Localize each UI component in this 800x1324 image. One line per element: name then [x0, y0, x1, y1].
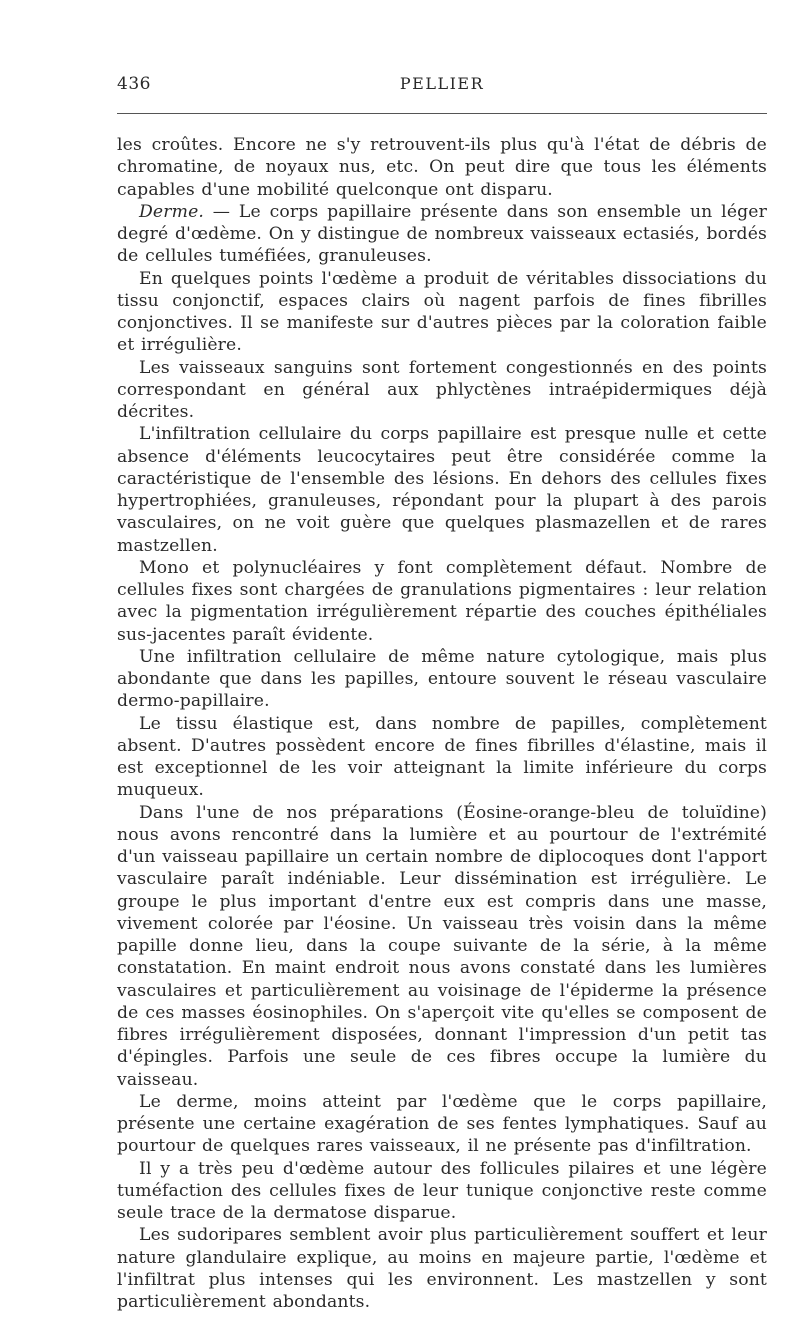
header-rule: [117, 113, 767, 114]
paragraph-text: Dans l'une de nos préparations (Éosine-orange-bleu de toluïdine) nous avons rencontré dans la lumière et au pourtour de l'extrémité d'un vaisseau papillaire un certain nombre de diplocoques dont l'apport vasculaire paraît indéniable. Leur dissémination est irrégulière. Le groupe le plus important d'entre eux est compris dans une masse, vivement colorée par l'éosine. Un vaisseau très voisin dans la même papille donne lieu, dans la coupe suivante de la série, à la même constatation. En maint endroit nous avons constaté dans les lumières vasculaires et particulièrement au voisinage de l'épiderme la présence de ces masses éosinophiles. On s'aperçoit vite qu'elles se composent de fibres irrégulièrement disposées, donnant l'impression d'un petit tas d'épingles. Parfois une seule de ces fibres occupe la lumière du vaisseau.: [117, 802, 767, 1090]
paragraph-text: Mono et polynucléaires y font complètement défaut. Nombre de cellules fixes sont chargées de granulations pigmentaires : leur relation avec la pigmentation irrégulièrement répartie des couches épithéliales sus-jacentes paraît évidente.: [117, 557, 767, 645]
paragraph-text: les croûtes. Encore ne s'y retrouvent-ils plus qu'à l'état de débris de chromatine, de noyaux nus, etc. On peut dire que tous les éléments capables d'une mobilité quelconque ont disparu.: [117, 135, 767, 200]
paragraph: [117, 1091, 767, 1158]
paragraph-text: Les sudoripares semblent avoir plus particulièrement souffert et leur nature glandulaire explique, au moins en majeure partie, l'œdème et l'infiltrat plus intenses qui les environnent. Les mastzellen y sont particulièrement abondants.: [117, 1225, 767, 1312]
paragraph: [117, 268, 767, 357]
paragraph: [117, 423, 767, 557]
paragraph-text: En quelques points l'œdème a produit de véritables dissociations du tissu conjonctif, espaces clairs où nagent parfois de fines fibrilles conjonctives. Il se manifeste sur d'autres pièces par la coloration faible et irrégulière.: [117, 268, 767, 356]
paragraph: [117, 802, 767, 1091]
paragraph: [117, 357, 767, 424]
paragraph-text: Le derme, moins atteint par l'œdème que le corps papillaire, présente une certaine exagération de ses fentes lymphatiques. Sauf au pourtour de quelques rares vaisseaux, il ne présente pas d'infiltration.: [117, 1091, 767, 1157]
paragraph: [117, 1158, 767, 1225]
section-lead-in: Derme.: [139, 201, 205, 222]
paragraph: [117, 1224, 767, 1313]
paragraph: [117, 134, 767, 201]
paragraph-text: Une infiltration cellulaire de même nature cytologique, mais plus abondante que dans les papilles, entoure souvent le réseau vasculaire dermo-papillaire.: [117, 646, 767, 712]
body-text: [117, 134, 767, 1313]
paragraph-text: Le tissu élastique est, dans nombre de papilles, complètement absent. D'autres possèdent encore de fines fibrilles d'élastine, mais il est exceptionnel de les voir atteignant la limite inférieure du corps muqueux.: [117, 713, 767, 801]
paragraph-text: Il y a très peu d'œdème autour des follicules pilaires et une légère tuméfaction des cellules fixes de leur tunique conjonctive reste comme seule trace de la dermatose disparue.: [117, 1158, 767, 1223]
paragraph-text: — Le corps papillaire présente dans son ensemble un léger degré d'œdème. On y distingue de nombreux vaisseaux ectasiés, bordés de cellules tuméfiées, granuleuses.: [117, 201, 767, 267]
page-number: 436: [117, 74, 151, 94]
page-header: [117, 74, 767, 100]
running-title: PELLIER: [399, 74, 485, 93]
paragraph: [117, 201, 767, 268]
paragraph: [117, 646, 767, 713]
paragraph: [117, 557, 767, 646]
paragraph-text: Les vaisseaux sanguins sont fortement congestionnés en des points correspondant en général aux phlyctènes intraépidermiques déjà décrites.: [117, 357, 767, 422]
paragraph: [117, 713, 767, 802]
paragraph-text: L'infiltration cellulaire du corps papillaire est presque nulle et cette absence d'éléments leucocytaires peut être considérée comme la caractéristique de l'ensemble des lésions. En dehors des cellules fixes hypertrophiées, granuleuses, répondant pour la plupart à des parois vasculaires, on ne voit guère que quelques plasmazellen et de rares mastzellen.: [117, 424, 767, 556]
